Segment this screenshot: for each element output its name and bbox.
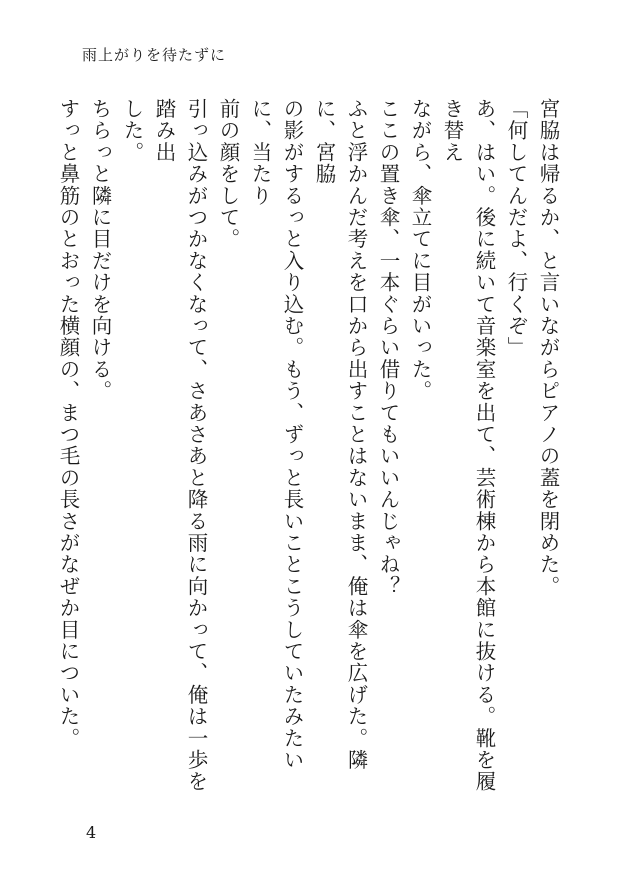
text-line: した。 xyxy=(120,98,144,164)
text-line: あ、はい。後に続いて音楽室を出て、芸術棟から本館に抜ける。靴を履き替え xyxy=(440,98,496,793)
body-text xyxy=(56,98,564,798)
text-line: 宮脇は帰るか、と言いながらピアノの蓋を閉めた。 xyxy=(536,98,560,598)
text-line: ながら、傘立てに目がいった。 xyxy=(408,98,432,402)
text-line: すっと鼻筋のとおった横顔の、まつ毛の長さがなぜか目についた。 xyxy=(56,98,80,749)
text-line: 「何してんだよ、行くぞ」 xyxy=(504,98,528,359)
text-line: 引っ込みがつかなくなって、さあさあと降る雨に向かって、俺は一歩を踏み出 xyxy=(152,98,208,793)
text-line: ふと浮かんだ考えを口から出すことはないまま、俺は傘を広げた。隣に、宮脇 xyxy=(312,98,368,771)
text-line: ちらっと隣に目だけを向ける。 xyxy=(88,98,112,402)
text-line: ここの置き傘、一本ぐらい借りてもいいんじゃね？ xyxy=(376,98,400,598)
page-number: 4 xyxy=(86,823,97,842)
text-line: の影がするっと入り込む。もう、ずっと長いことこうしていたみたいに、当たり xyxy=(248,98,304,771)
text-line: 前の顔をして。 xyxy=(216,98,240,250)
running-title: 雨上がりを待たずに xyxy=(82,46,227,64)
